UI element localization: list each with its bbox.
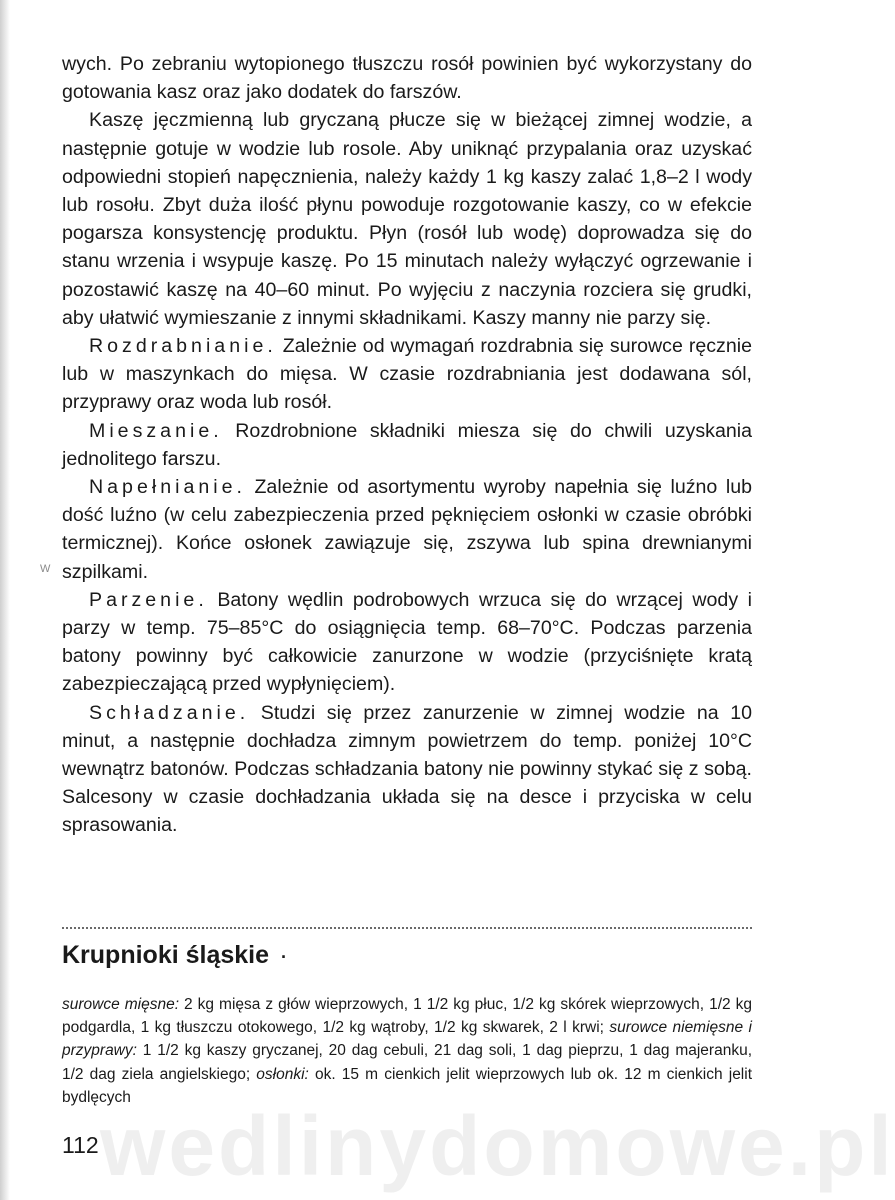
paragraph-lead: Rozdrabnianie.	[89, 335, 277, 358]
recipe-label-meat: surowce mięsne:	[62, 996, 180, 1013]
paragraph-filling	[62, 473, 752, 586]
paragraph-text: Rozdrobnione składniki miesza się do chwili uzyskania jednolitego farszu.	[62, 419, 752, 470]
recipe-meat-list: 2 kg mięsa z głów wieprzowych, 1 1/2 kg płuc, 1/2 kg skórek wieprzowych, 1/2 kg podgardla, 1 kg tłuszczu otokowego, 1/2 kg wątroby, 1/2 kg skwarek, 2 l krwi;	[62, 996, 753, 1037]
scan-edge-shadow	[0, 0, 10, 1200]
paragraph-text: Kaszę jęczmienną lub gryczaną płucze się w bieżącej zimnej wodzie, a następnie gotuje w wodzie lub rosole. Aby uniknąć przypalania oraz uzyskać odpowiedni stopień napęcznienia, należy każdy 1 kg kaszy zalać 1,8–2 l wody lub rosołu. Zbyt duża ilość płynu powoduje rozgotowanie kaszy, co w efekcie pogarsza konsystencję produktu. Płyn (rosół lub wodę) doprowadza się do stanu wrzenia i wsypuje kaszę. Po 15 minutach należy wyłączyć ogrzewanie i pozostawić kaszę na 40–60 minut. Po wyjęciu z naczynia rozciera się grudki, aby ułatwić wymieszanie z innymi składnikami. Kaszy manny nie parzy się.	[62, 109, 752, 329]
paragraph-lead: Parzenie.	[89, 588, 208, 611]
paragraph-scalding	[62, 586, 752, 699]
section-title: Krupnioki śląskie	[62, 941, 270, 969]
paragraph-text: Batony wędlin podrobowych wrzuca się do wrzącej wody i parzy w temp. 75–85°C do osiągnięcia temp. 68–70°C. Podczas parzenia batony powinny być całkowicie zanurzone w wodzie (przyciśnięte kratą zabezpieczającą przed wypłynięciem).	[62, 588, 752, 696]
paragraph-grinding	[62, 332, 752, 417]
paragraph-text: wych. Po zebraniu wytopionego tłuszczu rosół powinien być wykorzystany do gotowania kasz oraz jako dodatek do farszów.	[62, 53, 752, 104]
heading-mark: ·	[281, 947, 288, 967]
section-divider	[62, 927, 752, 929]
recipe-label-other: surowce niemięsne i przyprawy:	[62, 1019, 752, 1060]
recipe-ingredients	[62, 993, 752, 1109]
body-text	[62, 50, 752, 840]
watermark: wedlinydomowe.pl	[100, 1099, 895, 1193]
paragraph-text: Zależnie od asortymentu wyroby napełnia się luźno lub dość luźno (w celu zabezpieczenia przed pęknięciem osłonki w czasie obróbki termicznej). Końce osłonek zawiązuje się, zszywa lub spina drewnianymi szpilkami.	[62, 476, 752, 583]
paragraph-cooling	[62, 699, 752, 840]
paragraph-lead: Schładzanie.	[89, 701, 250, 724]
margin-mark: W	[40, 563, 51, 575]
paragraph-groats	[62, 106, 752, 332]
paragraph-lead: Napełnianie.	[89, 476, 246, 499]
recipe-label-casings: osłonki:	[256, 1065, 309, 1083]
paragraph-continuation	[62, 50, 752, 106]
recipe-casing-list: ok. 15 m cienkich jelit wieprzowych lub ok. 12 m cienkich jelit bydlęcych	[62, 1065, 753, 1106]
page-number: 112	[62, 1132, 99, 1158]
paragraph-text: Zależnie od wymagań rozdrabnia się surowce ręcznie lub w maszynkach do mięsa. W czasie rozdrabniania jest dodawana sól, przyprawy oraz woda lub rosół.	[62, 335, 752, 414]
section-heading	[62, 936, 287, 976]
paragraph-text: Studzi się przez zanurzenie w zimnej wodzie na 10 minut, a następnie dochładza zimnym powietrzem do temp. poniżej 10°C wewnątrz batonów. Podczas schładzania batony nie powinny stykać się z sobą. Salcesony w czasie dochładzania układa się na desce i przyciska w celu sprasowania.	[62, 701, 752, 837]
recipe-other-list: 1 1/2 kg kaszy gryczanej, 20 dag cebuli, 21 dag soli, 1 dag pieprzu, 1 dag majeranku, 1/2 dag ziela angielskiego;	[62, 1042, 752, 1083]
paragraph-mixing	[62, 417, 752, 473]
paragraph-lead: Mieszanie.	[89, 419, 223, 442]
